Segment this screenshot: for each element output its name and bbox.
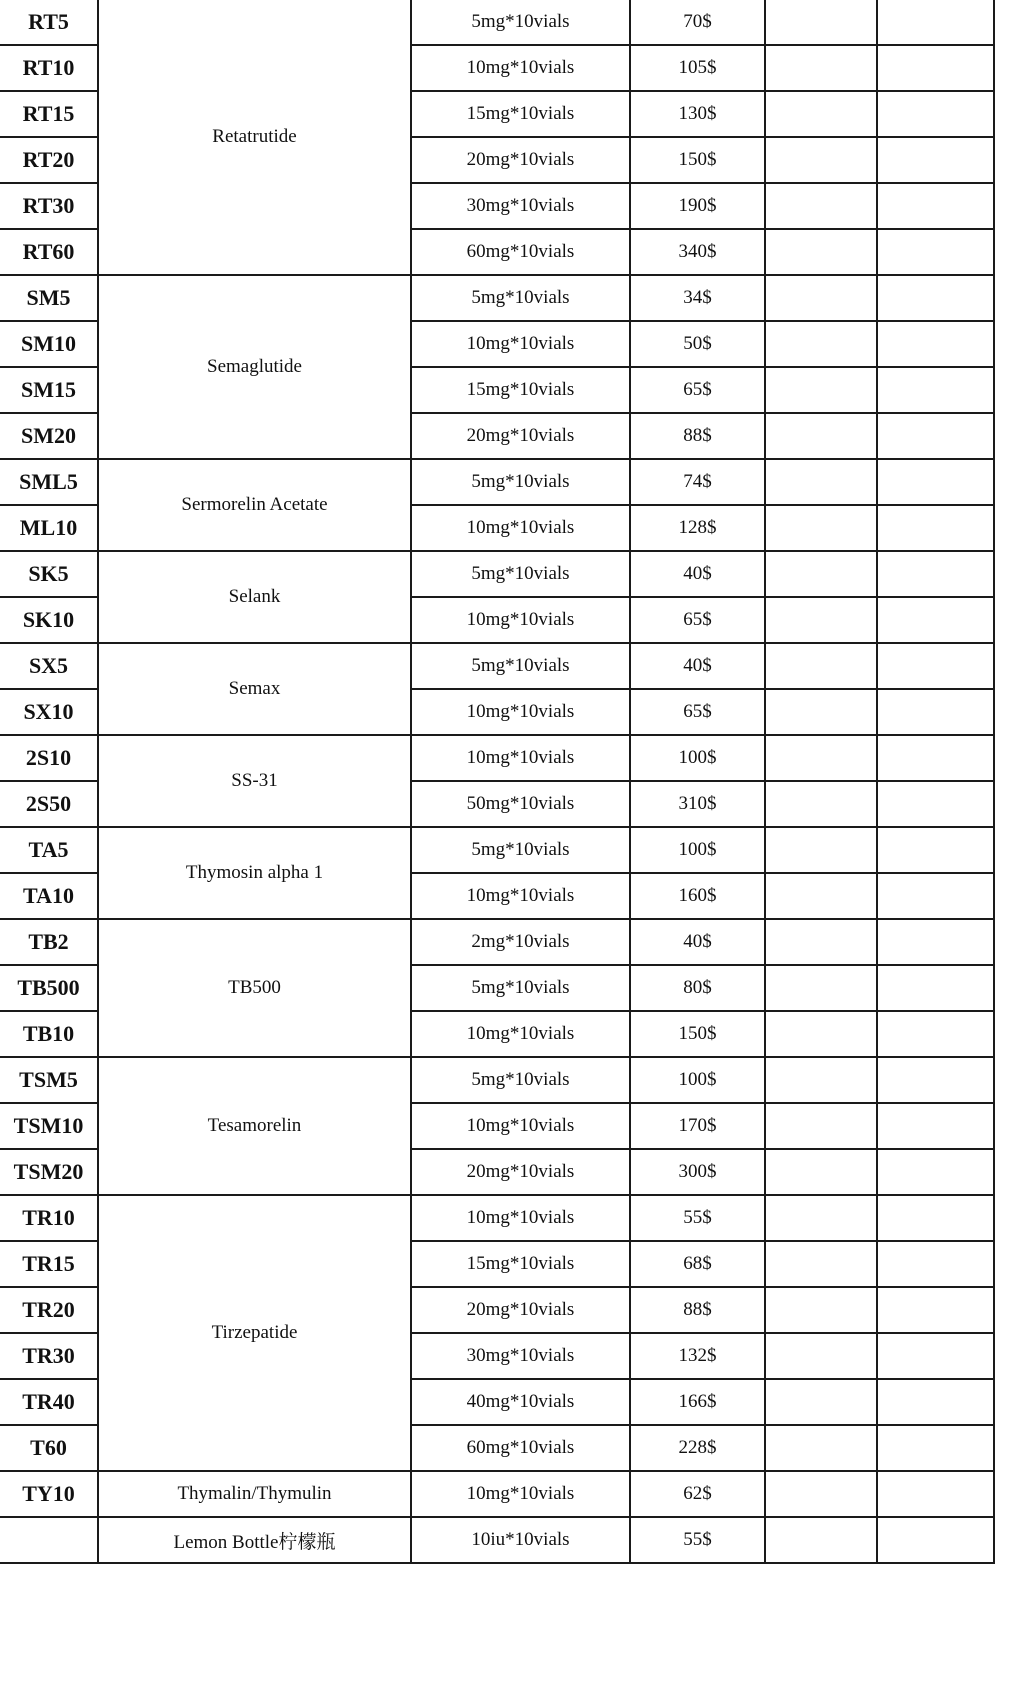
empty-cell-a bbox=[765, 643, 877, 689]
product-spec: 2mg*10vials bbox=[411, 919, 630, 965]
product-spec: 10mg*10vials bbox=[411, 1103, 630, 1149]
product-code-cell bbox=[0, 0, 98, 45]
empty-cell-b bbox=[877, 413, 994, 459]
product-price: 132$ bbox=[630, 1333, 765, 1379]
empty-cell-b bbox=[877, 735, 994, 781]
product-code-cell bbox=[0, 1149, 98, 1195]
empty-cell-b bbox=[877, 275, 994, 321]
empty-cell-b bbox=[877, 459, 994, 505]
product-name: Retatrutide bbox=[98, 0, 411, 275]
table-row bbox=[0, 551, 994, 597]
product-code-cell bbox=[0, 1103, 98, 1149]
product-spec: 30mg*10vials bbox=[411, 183, 630, 229]
product-spec: 60mg*10vials bbox=[411, 1425, 630, 1471]
product-spec: 10mg*10vials bbox=[411, 1471, 630, 1517]
product-code-cell bbox=[0, 321, 98, 367]
empty-cell-a bbox=[765, 505, 877, 551]
product-price: 55$ bbox=[630, 1517, 765, 1563]
empty-cell-b bbox=[877, 689, 994, 735]
product-spec: 10mg*10vials bbox=[411, 505, 630, 551]
product-price: 130$ bbox=[630, 91, 765, 137]
empty-cell-a bbox=[765, 551, 877, 597]
product-code: TA10 bbox=[23, 883, 74, 908]
empty-cell-a bbox=[765, 321, 877, 367]
product-price: 150$ bbox=[630, 137, 765, 183]
product-code-cell bbox=[0, 1517, 98, 1563]
product-code: 2S10 bbox=[25, 745, 72, 770]
product-code: RT5 bbox=[28, 9, 69, 34]
product-code: SK5 bbox=[28, 561, 69, 586]
empty-cell-b bbox=[877, 597, 994, 643]
product-code: TB10 bbox=[22, 1021, 75, 1046]
product-price: 40$ bbox=[630, 551, 765, 597]
empty-cell-b bbox=[877, 1471, 994, 1517]
product-code: SM10 bbox=[21, 331, 76, 356]
empty-cell-b bbox=[877, 367, 994, 413]
empty-cell-a bbox=[765, 413, 877, 459]
empty-cell-b bbox=[877, 0, 994, 45]
product-spec: 15mg*10vials bbox=[411, 1241, 630, 1287]
product-price: 55$ bbox=[630, 1195, 765, 1241]
product-spec: 5mg*10vials bbox=[411, 1057, 630, 1103]
product-name: Thymosin alpha 1 bbox=[98, 827, 411, 919]
empty-cell-b bbox=[877, 505, 994, 551]
empty-cell-a bbox=[765, 229, 877, 275]
product-code-cell bbox=[0, 229, 98, 275]
product-price: 170$ bbox=[630, 1103, 765, 1149]
empty-cell-b bbox=[877, 1241, 994, 1287]
table-row bbox=[0, 827, 994, 873]
product-price: 65$ bbox=[630, 689, 765, 735]
empty-cell-a bbox=[765, 1149, 877, 1195]
empty-cell-b bbox=[877, 873, 994, 919]
product-spec: 5mg*10vials bbox=[411, 965, 630, 1011]
product-code-cell bbox=[0, 1379, 98, 1425]
product-spec: 10mg*10vials bbox=[411, 735, 630, 781]
product-spec: 50mg*10vials bbox=[411, 781, 630, 827]
empty-cell-a bbox=[765, 689, 877, 735]
product-code-cell bbox=[0, 1425, 98, 1471]
empty-cell-b bbox=[877, 45, 994, 91]
product-price: 40$ bbox=[630, 643, 765, 689]
empty-cell-a bbox=[765, 827, 877, 873]
product-price: 70$ bbox=[630, 0, 765, 45]
product-spec: 5mg*10vials bbox=[411, 0, 630, 45]
product-code-cell bbox=[0, 689, 98, 735]
product-code: SM15 bbox=[21, 377, 76, 402]
product-code-cell bbox=[0, 275, 98, 321]
product-price: 166$ bbox=[630, 1379, 765, 1425]
empty-cell-a bbox=[765, 919, 877, 965]
empty-cell-a bbox=[765, 1057, 877, 1103]
product-price: 74$ bbox=[630, 459, 765, 505]
product-price: 190$ bbox=[630, 183, 765, 229]
product-name: TB500 bbox=[98, 919, 411, 1057]
product-code: TB2 bbox=[28, 929, 69, 954]
product-price: 100$ bbox=[630, 735, 765, 781]
product-name: Tesamorelin bbox=[98, 1057, 411, 1195]
product-name: Tirzepatide bbox=[98, 1195, 411, 1471]
product-price: 105$ bbox=[630, 45, 765, 91]
product-spec: 5mg*10vials bbox=[411, 643, 630, 689]
table-row bbox=[0, 735, 994, 781]
product-price: 310$ bbox=[630, 781, 765, 827]
product-code: TSM20 bbox=[13, 1159, 84, 1184]
empty-cell-b bbox=[877, 781, 994, 827]
product-code: TR20 bbox=[22, 1297, 75, 1322]
product-name: Lemon Bottle柠檬瓶 bbox=[98, 1517, 411, 1563]
product-price: 100$ bbox=[630, 1057, 765, 1103]
product-spec: 10mg*10vials bbox=[411, 1011, 630, 1057]
product-code-cell bbox=[0, 1057, 98, 1103]
product-name: Sermorelin Acetate bbox=[98, 459, 411, 551]
empty-cell-a bbox=[765, 367, 877, 413]
empty-cell-a bbox=[765, 1517, 877, 1563]
product-name: Selank bbox=[98, 551, 411, 643]
product-code: RT30 bbox=[22, 193, 75, 218]
product-spec: 10mg*10vials bbox=[411, 45, 630, 91]
empty-cell-a bbox=[765, 735, 877, 781]
product-code: TY10 bbox=[22, 1481, 75, 1506]
empty-cell-a bbox=[765, 137, 877, 183]
product-code-cell bbox=[0, 551, 98, 597]
product-code: RT10 bbox=[22, 55, 75, 80]
product-code-cell bbox=[0, 735, 98, 781]
empty-cell-a bbox=[765, 1195, 877, 1241]
empty-cell-a bbox=[765, 781, 877, 827]
product-price: 228$ bbox=[630, 1425, 765, 1471]
empty-cell-b bbox=[877, 1517, 994, 1563]
product-code-cell bbox=[0, 1241, 98, 1287]
table-row bbox=[0, 1195, 994, 1241]
product-code-cell bbox=[0, 459, 98, 505]
empty-cell-a bbox=[765, 873, 877, 919]
product-code: RT60 bbox=[22, 239, 75, 264]
product-price: 88$ bbox=[630, 1287, 765, 1333]
empty-cell-b bbox=[877, 1379, 994, 1425]
product-name: Semax bbox=[98, 643, 411, 735]
product-spec: 40mg*10vials bbox=[411, 1379, 630, 1425]
product-name: Thymalin/Thymulin bbox=[98, 1471, 411, 1517]
product-code-cell bbox=[0, 965, 98, 1011]
product-code: SX10 bbox=[23, 699, 74, 724]
product-code-cell bbox=[0, 1287, 98, 1333]
product-code: TA5 bbox=[28, 837, 69, 862]
product-spec: 5mg*10vials bbox=[411, 827, 630, 873]
empty-cell-b bbox=[877, 1103, 994, 1149]
empty-cell-b bbox=[877, 827, 994, 873]
empty-cell-b bbox=[877, 183, 994, 229]
product-spec: 20mg*10vials bbox=[411, 137, 630, 183]
product-price: 65$ bbox=[630, 597, 765, 643]
product-spec: 5mg*10vials bbox=[411, 551, 630, 597]
empty-cell-a bbox=[765, 1333, 877, 1379]
product-code-cell bbox=[0, 827, 98, 873]
product-code-cell bbox=[0, 413, 98, 459]
product-code-cell bbox=[0, 597, 98, 643]
empty-cell-b bbox=[877, 229, 994, 275]
table-row bbox=[0, 919, 994, 965]
table-row bbox=[0, 1471, 994, 1517]
product-code: TR15 bbox=[22, 1251, 75, 1276]
empty-cell-b bbox=[877, 1195, 994, 1241]
empty-cell-b bbox=[877, 137, 994, 183]
product-code: SX5 bbox=[28, 653, 69, 678]
product-spec: 10mg*10vials bbox=[411, 321, 630, 367]
empty-cell-a bbox=[765, 1425, 877, 1471]
product-code-cell bbox=[0, 1195, 98, 1241]
product-code: RT15 bbox=[22, 101, 75, 126]
product-code: SK10 bbox=[22, 607, 75, 632]
table-row bbox=[0, 643, 994, 689]
product-price: 62$ bbox=[630, 1471, 765, 1517]
product-spec: 5mg*10vials bbox=[411, 275, 630, 321]
product-spec: 10mg*10vials bbox=[411, 597, 630, 643]
product-code-cell bbox=[0, 1011, 98, 1057]
product-code: SM5 bbox=[26, 285, 71, 310]
product-code: T60 bbox=[30, 1435, 67, 1460]
product-code: TR10 bbox=[22, 1205, 75, 1230]
empty-cell-a bbox=[765, 275, 877, 321]
product-code-cell bbox=[0, 137, 98, 183]
product-code: TB500 bbox=[17, 975, 80, 1000]
empty-cell-b bbox=[877, 1425, 994, 1471]
empty-cell-a bbox=[765, 1287, 877, 1333]
table-row bbox=[0, 459, 994, 505]
empty-cell-a bbox=[765, 45, 877, 91]
product-code-cell bbox=[0, 45, 98, 91]
product-spec: 15mg*10vials bbox=[411, 91, 630, 137]
empty-cell-b bbox=[877, 1333, 994, 1379]
product-price: 160$ bbox=[630, 873, 765, 919]
product-spec: 60mg*10vials bbox=[411, 229, 630, 275]
product-code-cell bbox=[0, 183, 98, 229]
table-row bbox=[0, 0, 994, 45]
product-price: 80$ bbox=[630, 965, 765, 1011]
empty-cell-b bbox=[877, 1057, 994, 1103]
table-row bbox=[0, 275, 994, 321]
product-code-cell bbox=[0, 505, 98, 551]
product-spec: 10mg*10vials bbox=[411, 873, 630, 919]
empty-cell-b bbox=[877, 919, 994, 965]
product-price: 128$ bbox=[630, 505, 765, 551]
empty-cell-a bbox=[765, 91, 877, 137]
product-code-cell bbox=[0, 643, 98, 689]
product-spec: 20mg*10vials bbox=[411, 1149, 630, 1195]
empty-cell-b bbox=[877, 1287, 994, 1333]
product-code: TR40 bbox=[22, 1389, 75, 1414]
empty-cell-b bbox=[877, 551, 994, 597]
empty-cell-b bbox=[877, 91, 994, 137]
product-code: ML10 bbox=[19, 515, 78, 540]
product-price: 34$ bbox=[630, 275, 765, 321]
empty-cell-a bbox=[765, 459, 877, 505]
empty-cell-b bbox=[877, 965, 994, 1011]
product-spec: 20mg*10vials bbox=[411, 413, 630, 459]
table-row bbox=[0, 1517, 994, 1563]
product-code: TSM5 bbox=[19, 1067, 78, 1092]
empty-cell-a bbox=[765, 0, 877, 45]
product-code-cell bbox=[0, 91, 98, 137]
product-spec: 10iu*10vials bbox=[411, 1517, 630, 1563]
product-code-cell bbox=[0, 1471, 98, 1517]
empty-cell-a bbox=[765, 597, 877, 643]
product-code-cell bbox=[0, 1333, 98, 1379]
product-code: TR30 bbox=[22, 1343, 75, 1368]
empty-cell-a bbox=[765, 1103, 877, 1149]
product-price: 65$ bbox=[630, 367, 765, 413]
product-name: SS-31 bbox=[98, 735, 411, 827]
product-code: SML5 bbox=[19, 469, 78, 494]
product-code-cell bbox=[0, 873, 98, 919]
table-row bbox=[0, 1057, 994, 1103]
product-price: 100$ bbox=[630, 827, 765, 873]
empty-cell-b bbox=[877, 1011, 994, 1057]
empty-cell-a bbox=[765, 1241, 877, 1287]
product-spec: 10mg*10vials bbox=[411, 689, 630, 735]
product-code-cell bbox=[0, 919, 98, 965]
empty-cell-b bbox=[877, 643, 994, 689]
product-spec: 30mg*10vials bbox=[411, 1333, 630, 1379]
empty-cell-a bbox=[765, 183, 877, 229]
product-price: 88$ bbox=[630, 413, 765, 459]
product-price: 40$ bbox=[630, 919, 765, 965]
product-code: RT20 bbox=[22, 147, 75, 172]
product-price: 300$ bbox=[630, 1149, 765, 1195]
empty-cell-a bbox=[765, 1471, 877, 1517]
product-code: TSM10 bbox=[13, 1113, 84, 1138]
product-code-cell bbox=[0, 367, 98, 413]
product-price: 340$ bbox=[630, 229, 765, 275]
product-code: SM20 bbox=[21, 423, 76, 448]
product-spec: 10mg*10vials bbox=[411, 1195, 630, 1241]
product-code-cell bbox=[0, 781, 98, 827]
product-price: 150$ bbox=[630, 1011, 765, 1057]
product-price: 68$ bbox=[630, 1241, 765, 1287]
product-spec: 20mg*10vials bbox=[411, 1287, 630, 1333]
product-code: 2S50 bbox=[25, 791, 72, 816]
empty-cell-b bbox=[877, 1149, 994, 1195]
empty-cell-a bbox=[765, 1379, 877, 1425]
product-spec: 5mg*10vials bbox=[411, 459, 630, 505]
empty-cell-a bbox=[765, 1011, 877, 1057]
product-name: Semaglutide bbox=[98, 275, 411, 459]
product-spec: 15mg*10vials bbox=[411, 367, 630, 413]
product-price: 50$ bbox=[630, 321, 765, 367]
empty-cell-a bbox=[765, 965, 877, 1011]
empty-cell-b bbox=[877, 321, 994, 367]
